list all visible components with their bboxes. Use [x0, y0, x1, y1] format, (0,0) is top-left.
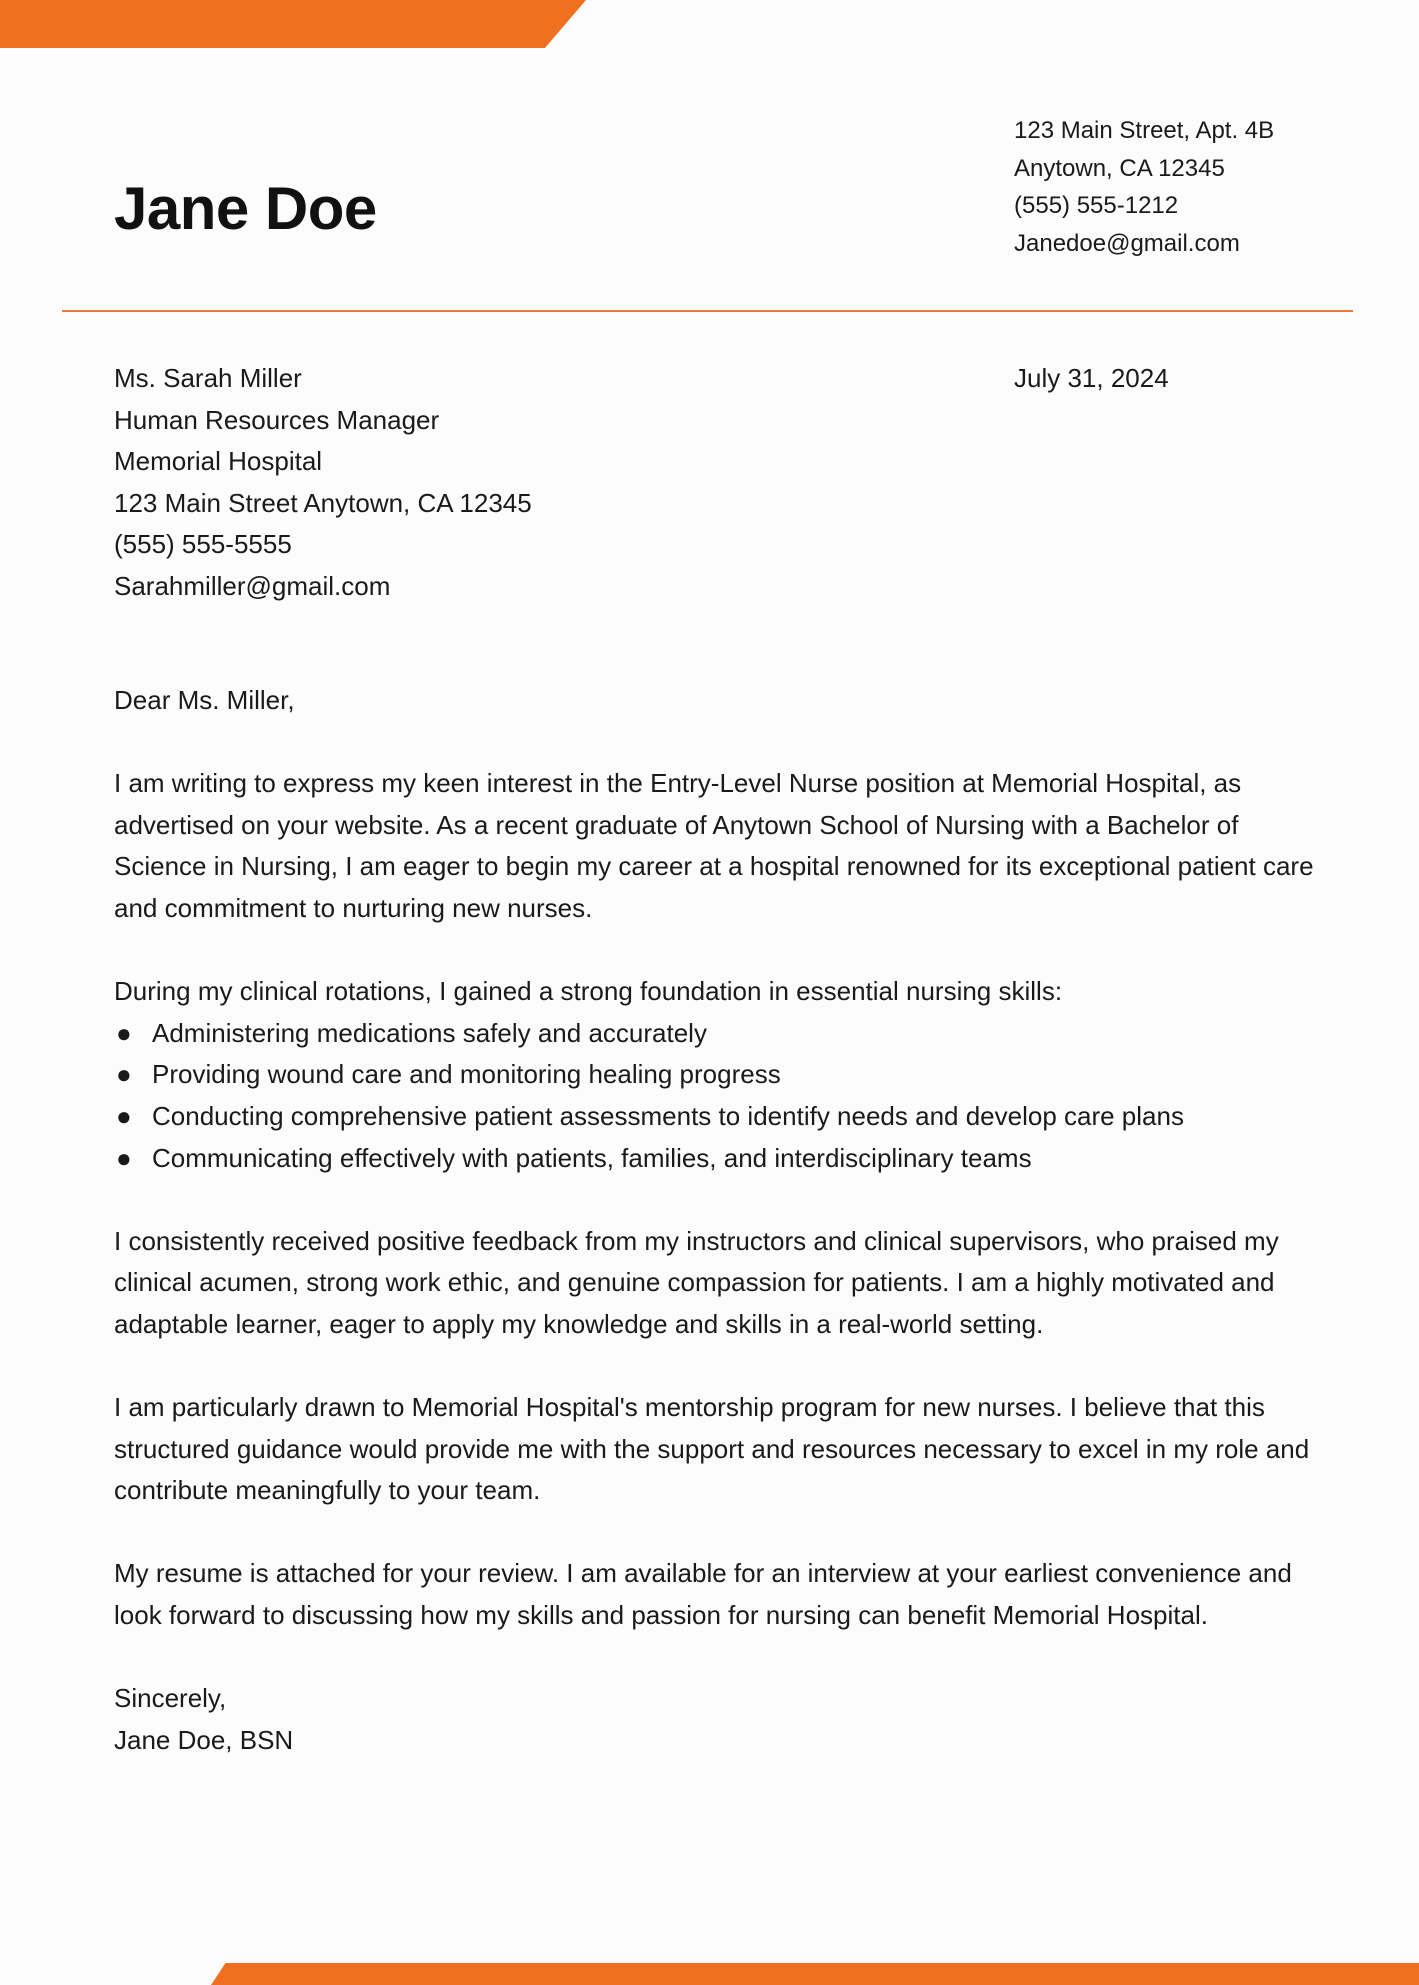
- recipient-phone: (555) 555-5555: [114, 529, 292, 560]
- sender-contact-block: [1014, 112, 1274, 262]
- closing-word: Sincerely,: [114, 1683, 227, 1714]
- skill-text: Administering medications safely and accurately: [152, 1017, 707, 1048]
- header-divider: [62, 310, 1353, 312]
- paragraph-mentorship: I am particularly drawn to Memorial Hospital's mentorship program for new nurses. I believe that this structured guidance would provide me with the support and resources necessary to excel in my role and contribute meaningfully to your team.: [114, 1392, 1310, 1506]
- bullet-icon: ●: [116, 1017, 132, 1048]
- list-item: [114, 1096, 1314, 1138]
- sender-address-line2: Anytown, CA 12345: [1014, 154, 1225, 182]
- bullet-icon: ●: [116, 1100, 132, 1131]
- bottom-accent-bar: [211, 1963, 1419, 1985]
- signature: Jane Doe, BSN: [114, 1724, 294, 1755]
- paragraph-intro: I am writing to express my keen interest in the Entry-Level Nurse position at Memorial Hospital, as advertised on your website. As a recent graduate of Anytown School of Nursing with a Bachelor of Science in Nursing, I am eager to begin my career at a hospital renowned for its exceptional patient care and commitment to nurturing new nurses.: [114, 768, 1314, 923]
- signoff-block: [114, 1678, 1314, 1761]
- skills-intro: During my clinical rotations, I gained a strong foundation in essential nursing skills:: [114, 976, 1063, 1007]
- list-item: [114, 1013, 1314, 1055]
- sender-address-line1: 123 Main Street, Apt. 4B: [1014, 117, 1275, 144]
- recipient-title: Human Resources Manager: [114, 404, 440, 435]
- salutation: Dear Ms. Miller,: [114, 685, 295, 715]
- letter-date: July 31, 2024: [1014, 363, 1169, 393]
- top-accent-bar: [0, 0, 586, 48]
- sender-phone: (555) 555-1212: [1014, 192, 1179, 219]
- list-item: [114, 1054, 1314, 1096]
- recipient-address: 123 Main Street Anytown, CA 12345: [114, 487, 532, 518]
- bullet-icon: ●: [116, 1059, 132, 1090]
- skill-text: Conducting comprehensive patient assessments to identify needs and develop care plans: [152, 1100, 1184, 1131]
- recipient-email: Sarahmiller@gmail.com: [114, 570, 391, 601]
- recipient-organization: Memorial Hospital: [114, 446, 323, 477]
- skill-text: Communicating effectively with patients, families, and interdisciplinary teams: [152, 1142, 1032, 1173]
- sender-name: Jane Doe: [114, 175, 377, 242]
- sender-email: Janedoe@gmail.com: [1014, 229, 1240, 257]
- recipient-name: Ms. Sarah Miller: [114, 363, 302, 393]
- skills-list: [114, 1013, 1314, 1179]
- paragraph-feedback: I consistently received positive feedback from my instructors and clinical supervisors, who praised my clinical acumen, strong work ethic, and genuine compassion for patients. I am a highly motivated and adaptable learner, eager to apply my knowledge and skills in a real-world setting.: [114, 1225, 1279, 1339]
- paragraph-closing: My resume is attached for your review. I am available for an interview at your earliest convenience and look forward to discussing how my skills and passion for nursing can benefit Memorial Hospital.: [114, 1558, 1292, 1631]
- skill-text: Providing wound care and monitoring healing progress: [152, 1059, 781, 1090]
- bullet-icon: ●: [116, 1142, 132, 1173]
- recipient-block: [114, 358, 532, 608]
- list-item: [114, 1138, 1314, 1180]
- letter-body: [114, 680, 1314, 1761]
